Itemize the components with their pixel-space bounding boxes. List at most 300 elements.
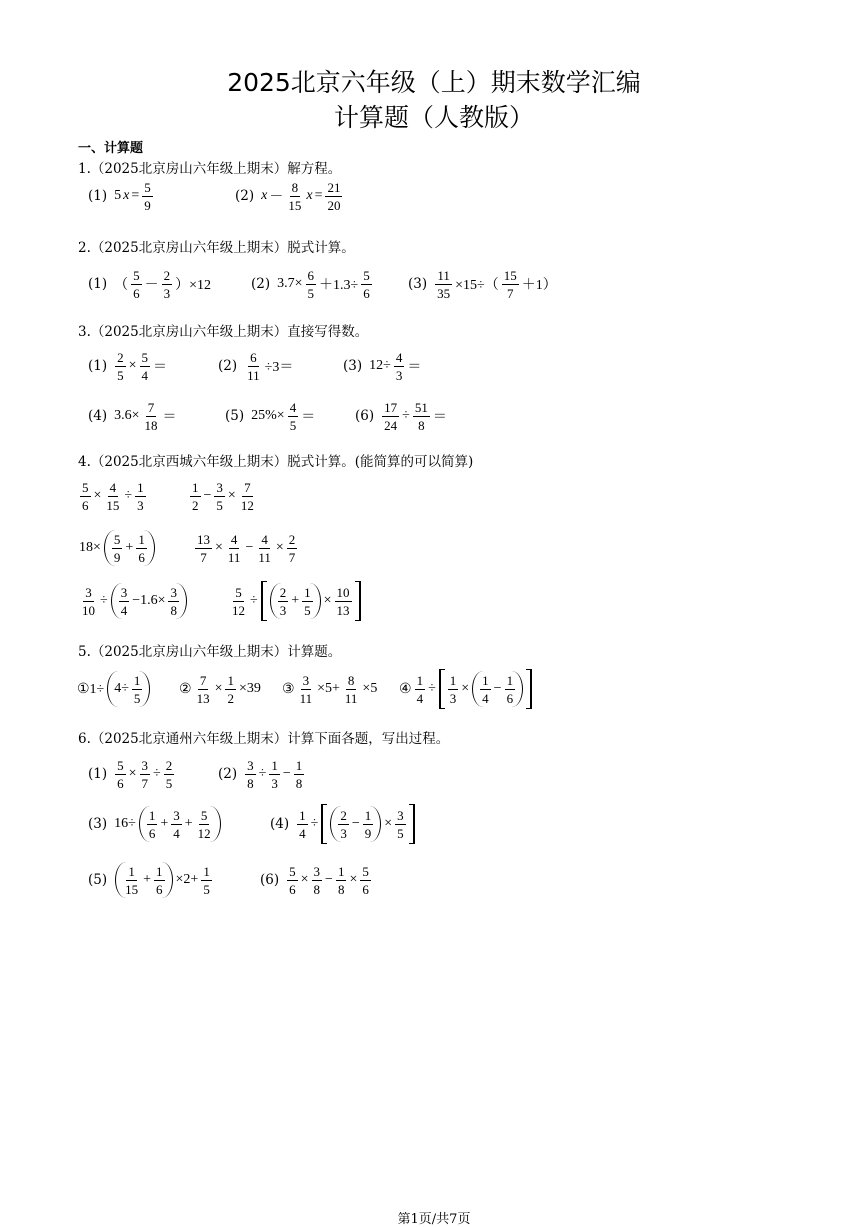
fraction bbox=[168, 585, 179, 618]
fraction-denominator: 3 bbox=[449, 690, 457, 706]
expression-item bbox=[88, 264, 212, 304]
item-label: (6) bbox=[260, 872, 280, 888]
item-label: (3) bbox=[408, 276, 428, 292]
fraction bbox=[312, 864, 323, 897]
math-text: × bbox=[215, 540, 223, 555]
fraction-numerator: 1 bbox=[304, 584, 311, 600]
math-text: − bbox=[203, 488, 212, 503]
page-footer: 第1页/共7页 bbox=[397, 1212, 471, 1227]
fraction bbox=[112, 532, 123, 565]
math-text: × bbox=[461, 681, 470, 696]
fraction-numerator: 5 bbox=[141, 349, 149, 365]
item-label: (6) bbox=[355, 408, 375, 424]
fraction-denominator: 5 bbox=[203, 881, 210, 897]
expression-item bbox=[88, 346, 168, 386]
fraction-denominator: 8 bbox=[418, 417, 425, 433]
fraction-numerator: 1 bbox=[156, 863, 163, 879]
fraction-denominator: 6 bbox=[117, 775, 124, 791]
fraction-denominator: 3 bbox=[137, 497, 144, 513]
fraction-denominator: 15 bbox=[106, 497, 120, 513]
fraction-numerator: 5 bbox=[133, 267, 140, 283]
fraction-denominator: 6 bbox=[363, 285, 370, 301]
fraction bbox=[196, 808, 213, 841]
fraction bbox=[162, 268, 173, 301]
math-text: − bbox=[325, 872, 333, 887]
question-2-prompt: 2.（2025北京房山六年级上期末）脱式计算。 bbox=[78, 240, 355, 256]
fraction-numerator: 4 bbox=[289, 399, 297, 415]
fraction-denominator: 5 bbox=[304, 602, 311, 618]
fraction-denominator: 8 bbox=[247, 775, 254, 791]
fraction-denominator: 20 bbox=[327, 197, 341, 213]
fraction-denominator: 7 bbox=[141, 775, 149, 791]
fraction bbox=[104, 480, 121, 513]
fraction-denominator: 4 bbox=[173, 825, 180, 841]
fraction-numerator: 2 bbox=[279, 584, 287, 600]
fraction-numerator: 7 bbox=[147, 399, 155, 415]
page-title-line1: 2025北京六年级（上）期末数学汇编 bbox=[227, 68, 641, 97]
expression-item bbox=[88, 804, 223, 844]
math-text: × bbox=[128, 358, 137, 373]
expression-item bbox=[260, 860, 373, 900]
fraction bbox=[245, 350, 262, 383]
parenthesis-group bbox=[472, 671, 523, 707]
fraction bbox=[415, 673, 426, 706]
fraction bbox=[297, 808, 308, 841]
fraction-denominator: 12 bbox=[197, 825, 211, 841]
math-text: ＝ bbox=[153, 360, 168, 375]
parenthesis-group bbox=[330, 806, 381, 842]
fraction-numerator: 1 bbox=[506, 672, 514, 688]
section-heading: 一、计算题 bbox=[78, 141, 144, 156]
fraction-denominator: 8 bbox=[295, 775, 303, 791]
expression-item bbox=[88, 396, 178, 436]
math-text: ÷3＝ bbox=[264, 360, 294, 375]
fraction bbox=[154, 864, 165, 897]
fraction bbox=[361, 268, 372, 301]
fraction bbox=[294, 758, 305, 791]
fraction bbox=[245, 758, 256, 791]
expression-item bbox=[398, 669, 534, 709]
fraction-denominator: 4 bbox=[416, 690, 424, 706]
fraction-numerator: 21 bbox=[327, 179, 341, 195]
fraction bbox=[190, 480, 201, 513]
fraction-denominator: 7 bbox=[506, 285, 514, 301]
fraction-numerator: 2 bbox=[340, 807, 347, 823]
parenthesis-group bbox=[104, 530, 155, 566]
fraction bbox=[80, 480, 91, 513]
fraction-denominator: 12 bbox=[240, 497, 254, 513]
math-text: × bbox=[93, 488, 102, 503]
fraction-denominator: 9 bbox=[144, 197, 151, 213]
fraction-numerator: 1 bbox=[128, 863, 135, 879]
fraction bbox=[239, 480, 256, 513]
fraction-numerator: 6 bbox=[307, 267, 315, 283]
fraction-denominator: 13 bbox=[196, 690, 210, 706]
fraction-denominator: 8 bbox=[313, 881, 321, 897]
math-variable: x bbox=[261, 188, 268, 203]
fraction-denominator: 6 bbox=[148, 825, 156, 841]
expression-item bbox=[78, 476, 148, 516]
item-label: (5) bbox=[88, 872, 108, 888]
math-text: 4÷ bbox=[114, 681, 129, 696]
fraction-numerator: 1 bbox=[137, 479, 144, 495]
fraction bbox=[140, 350, 151, 383]
fraction-denominator: 6 bbox=[82, 497, 89, 513]
math-text: + bbox=[160, 816, 169, 831]
fraction-denominator: 6 bbox=[156, 881, 163, 897]
fraction bbox=[448, 673, 459, 706]
item-label: (1) bbox=[88, 358, 108, 374]
fraction-denominator: 6 bbox=[138, 549, 145, 565]
math-text: ×5 bbox=[362, 681, 378, 696]
fraction-numerator: 1 bbox=[299, 807, 306, 823]
fraction bbox=[288, 400, 299, 433]
fraction-numerator: 2 bbox=[163, 267, 171, 283]
fraction bbox=[287, 864, 298, 897]
expression-item bbox=[251, 264, 374, 304]
math-text: ）×12 bbox=[175, 278, 212, 293]
fraction bbox=[230, 585, 247, 618]
item-label: (2) bbox=[251, 276, 271, 292]
fraction bbox=[164, 758, 175, 791]
fraction-denominator: 6 bbox=[289, 881, 296, 897]
expression-item bbox=[235, 176, 344, 216]
fraction bbox=[505, 673, 516, 706]
expression-item bbox=[88, 176, 155, 216]
math-text: + bbox=[291, 593, 300, 608]
item-label: (2) bbox=[218, 358, 238, 374]
fraction-denominator: 5 bbox=[165, 775, 173, 791]
math-text: ÷ bbox=[428, 681, 436, 696]
math-text: − bbox=[245, 540, 254, 555]
math-text: = bbox=[131, 188, 140, 203]
fraction bbox=[131, 268, 142, 301]
math-text: ＝ bbox=[432, 410, 447, 425]
fraction bbox=[269, 758, 280, 791]
fraction bbox=[171, 808, 182, 841]
fraction-numerator: 51 bbox=[414, 399, 428, 415]
fraction-denominator: 7 bbox=[200, 549, 207, 565]
item-label: (4) bbox=[88, 408, 108, 424]
math-text: × bbox=[227, 488, 236, 503]
fraction-numerator: 5 bbox=[289, 863, 296, 879]
bracket-group bbox=[439, 669, 532, 709]
fraction-denominator: 8 bbox=[170, 602, 177, 618]
math-text: + bbox=[184, 816, 193, 831]
math-text: × bbox=[349, 872, 358, 887]
fraction bbox=[119, 585, 130, 618]
math-text: ＋1.3÷ bbox=[319, 278, 359, 293]
fraction-denominator: 15 bbox=[125, 881, 139, 897]
math-text: 5 bbox=[114, 188, 122, 203]
fraction bbox=[302, 585, 313, 618]
expression-item bbox=[270, 804, 417, 844]
math-text: − bbox=[351, 816, 360, 831]
item-label: (2) bbox=[218, 766, 238, 782]
fraction bbox=[287, 532, 298, 565]
fraction bbox=[394, 350, 405, 383]
fraction-denominator: 9 bbox=[113, 549, 121, 565]
math-text: 18× bbox=[79, 540, 101, 555]
fraction-numerator: 5 bbox=[200, 807, 208, 823]
fraction-numerator: 4 bbox=[395, 349, 403, 365]
fraction-denominator: 5 bbox=[216, 497, 223, 513]
fraction-numerator: 7 bbox=[199, 672, 207, 688]
fraction bbox=[298, 673, 315, 706]
expression-item bbox=[355, 396, 448, 436]
expression-item bbox=[76, 669, 152, 709]
fraction-numerator: 1 bbox=[192, 479, 199, 495]
fraction-numerator: 1 bbox=[133, 672, 141, 688]
fraction bbox=[382, 400, 399, 433]
math-text: ÷ bbox=[124, 488, 133, 503]
expression-item bbox=[343, 346, 422, 386]
fraction bbox=[142, 180, 153, 213]
question-1-prompt: 1.（2025北京房山六年级上期末）解方程。 bbox=[78, 161, 342, 177]
fraction bbox=[195, 673, 212, 706]
fraction-numerator: 3 bbox=[313, 863, 321, 879]
fraction-numerator: 8 bbox=[291, 179, 299, 195]
math-text: ② bbox=[179, 681, 192, 697]
math-text: + bbox=[125, 540, 134, 555]
fraction-numerator: 3 bbox=[173, 807, 180, 823]
fraction bbox=[286, 180, 303, 213]
fraction-denominator: 5 bbox=[307, 285, 315, 301]
fraction-numerator: 5 bbox=[362, 863, 369, 879]
math-text: 3.7× bbox=[277, 276, 303, 291]
fraction-numerator: 1 bbox=[227, 672, 234, 688]
fraction-numerator: 1 bbox=[482, 672, 489, 688]
math-text: ÷ bbox=[153, 766, 161, 781]
fraction-denominator: 11 bbox=[227, 549, 241, 565]
fraction-numerator: 5 bbox=[82, 479, 89, 495]
fraction bbox=[226, 532, 243, 565]
fraction-numerator: 3 bbox=[216, 479, 223, 495]
fraction-numerator: 5 bbox=[113, 531, 121, 547]
parenthesis-group bbox=[115, 862, 172, 898]
math-text: ÷ bbox=[402, 408, 410, 423]
fraction-numerator: 8 bbox=[347, 672, 355, 688]
fraction-denominator: 6 bbox=[506, 690, 514, 706]
item-label: (1) bbox=[88, 276, 108, 292]
math-text: ＝ bbox=[407, 360, 422, 375]
expression-item bbox=[225, 396, 316, 436]
math-text: + bbox=[143, 872, 152, 887]
fraction-numerator: 3 bbox=[247, 757, 254, 773]
fraction bbox=[335, 585, 352, 618]
math-text: － bbox=[144, 278, 159, 293]
fraction-numerator: 1 bbox=[203, 863, 210, 879]
fraction-denominator: 4 bbox=[299, 825, 306, 841]
math-text: ÷ bbox=[250, 593, 258, 608]
math-variable: x bbox=[123, 188, 130, 203]
expression-item bbox=[218, 754, 306, 794]
item-label: (3) bbox=[88, 816, 108, 832]
fraction bbox=[338, 808, 349, 841]
math-text: ×2+ bbox=[175, 872, 199, 887]
fraction-denominator: 15 bbox=[288, 197, 302, 213]
fraction bbox=[80, 585, 97, 618]
math-text: ④ bbox=[399, 681, 412, 697]
expression-item bbox=[408, 264, 558, 304]
fraction-denominator: 5 bbox=[117, 367, 124, 383]
fraction-numerator: 2 bbox=[288, 531, 296, 547]
fraction-denominator: 2 bbox=[227, 690, 234, 706]
fraction bbox=[325, 180, 342, 213]
expression-item bbox=[188, 476, 258, 516]
fraction-numerator: 3 bbox=[120, 584, 128, 600]
math-text: ÷ bbox=[258, 766, 267, 781]
parenthesis-group bbox=[107, 671, 150, 707]
math-text: −1.6× bbox=[132, 593, 166, 608]
fraction-numerator: 1 bbox=[295, 757, 303, 773]
fraction-numerator: 5 bbox=[235, 584, 242, 600]
fraction-numerator: 1 bbox=[416, 672, 424, 688]
fraction-denominator: 11 bbox=[344, 690, 358, 706]
fraction-denominator: 6 bbox=[362, 881, 369, 897]
fraction bbox=[480, 673, 491, 706]
fraction-numerator: 13 bbox=[197, 531, 210, 547]
question-4-prompt: 4.（2025北京西城六年级上期末）脱式计算。(能简算的可以简算) bbox=[78, 454, 474, 470]
math-text: ÷ bbox=[100, 593, 108, 608]
fraction bbox=[140, 758, 151, 791]
fraction-numerator: 4 bbox=[261, 531, 268, 547]
math-variable: x bbox=[306, 188, 313, 203]
math-text: （ bbox=[114, 278, 129, 293]
fraction-numerator: 3 bbox=[170, 584, 177, 600]
item-label: (3) bbox=[343, 358, 363, 374]
question-3-prompt: 3.（2025北京房山六年级上期末）直接写得数。 bbox=[78, 324, 369, 340]
math-text: = bbox=[314, 188, 323, 203]
fraction-numerator: 2 bbox=[165, 757, 173, 773]
item-label: (1) bbox=[88, 188, 108, 204]
math-text: 25%× bbox=[251, 408, 285, 423]
math-text: × bbox=[300, 872, 309, 887]
math-text: ×15÷（ bbox=[455, 278, 499, 293]
fraction-numerator: 4 bbox=[109, 479, 117, 495]
fraction-numerator: 6 bbox=[250, 349, 257, 365]
fraction-denominator: 3 bbox=[271, 775, 278, 791]
fraction-denominator: 11 bbox=[299, 690, 313, 706]
expression-item bbox=[88, 860, 214, 900]
math-text: × bbox=[384, 816, 393, 831]
bracket-group bbox=[321, 804, 414, 844]
question-5-prompt: 5.（2025北京房山六年级上期末）计算题。 bbox=[78, 644, 342, 660]
math-text: × bbox=[275, 540, 284, 555]
fraction-denominator: 3 bbox=[340, 825, 347, 841]
expression-item bbox=[218, 346, 294, 386]
fraction bbox=[502, 268, 519, 301]
fraction-numerator: 3 bbox=[141, 757, 149, 773]
fraction bbox=[413, 400, 430, 433]
math-text: － bbox=[269, 190, 284, 205]
question-6-prompt: 6.（2025北京通州六年级上期末）计算下面各题，写出过程。 bbox=[78, 731, 450, 747]
fraction bbox=[115, 758, 126, 791]
fraction bbox=[123, 864, 140, 897]
fraction-numerator: 1 bbox=[148, 807, 156, 823]
fraction-numerator: 17 bbox=[384, 399, 398, 415]
fraction-denominator: 12 bbox=[232, 602, 245, 618]
fraction bbox=[201, 864, 212, 897]
fraction bbox=[132, 673, 143, 706]
fraction-denominator: 3 bbox=[279, 602, 287, 618]
fraction bbox=[343, 673, 360, 706]
fraction bbox=[395, 808, 406, 841]
math-text: ③ bbox=[282, 681, 295, 697]
fraction bbox=[360, 864, 371, 897]
fraction-numerator: 1 bbox=[337, 863, 345, 879]
fraction bbox=[214, 480, 225, 513]
fraction-denominator: 4 bbox=[120, 602, 128, 618]
fraction-denominator: 4 bbox=[482, 690, 489, 706]
page-title-line2: 计算题（人教版） bbox=[333, 103, 534, 132]
fraction-denominator: 3 bbox=[163, 285, 171, 301]
fraction bbox=[336, 864, 347, 897]
parenthesis-group bbox=[111, 583, 187, 619]
math-text: 3.6× bbox=[114, 408, 140, 423]
fraction-numerator: 1 bbox=[449, 672, 457, 688]
fraction-numerator: 11 bbox=[437, 267, 450, 283]
expression-item bbox=[78, 528, 157, 568]
expression-item bbox=[281, 669, 378, 709]
fraction bbox=[256, 532, 273, 565]
fraction bbox=[363, 808, 374, 841]
fraction-denominator: 7 bbox=[288, 549, 296, 565]
math-text: 16÷ bbox=[114, 816, 136, 831]
expression-item bbox=[88, 754, 176, 794]
fraction-numerator: 15 bbox=[503, 267, 517, 283]
math-text: × bbox=[214, 681, 223, 696]
fraction-numerator: 1 bbox=[364, 807, 372, 823]
fraction bbox=[136, 532, 147, 565]
fraction bbox=[115, 350, 126, 383]
math-text: ＝ bbox=[301, 410, 316, 425]
math-text: × bbox=[128, 766, 137, 781]
bracket-group bbox=[261, 581, 361, 621]
fraction-denominator: 3 bbox=[395, 367, 403, 383]
fraction-numerator: 7 bbox=[244, 479, 251, 495]
parenthesis-group bbox=[270, 583, 321, 619]
fraction bbox=[195, 532, 212, 565]
fraction-numerator: 3 bbox=[85, 584, 92, 600]
fraction-denominator: 10 bbox=[82, 602, 95, 618]
fraction-denominator: 8 bbox=[337, 881, 345, 897]
expression-item bbox=[178, 669, 262, 709]
math-text: ＋1） bbox=[521, 278, 557, 293]
fraction-denominator: 2 bbox=[192, 497, 199, 513]
fraction-denominator: 6 bbox=[133, 285, 140, 301]
math-text: × bbox=[323, 593, 332, 608]
fraction-numerator: 3 bbox=[302, 672, 310, 688]
fraction-numerator: 10 bbox=[336, 584, 350, 600]
expression-item bbox=[193, 528, 299, 568]
expression-item bbox=[78, 581, 189, 621]
fraction-numerator: 3 bbox=[397, 807, 404, 823]
item-label: (1) bbox=[88, 766, 108, 782]
fraction-numerator: 2 bbox=[117, 349, 124, 365]
math-text: 12÷ bbox=[369, 358, 391, 373]
fraction bbox=[278, 585, 289, 618]
fraction bbox=[306, 268, 317, 301]
fraction-denominator: 13 bbox=[336, 602, 350, 618]
fraction-denominator: 11 bbox=[247, 367, 260, 383]
item-label: (5) bbox=[225, 408, 245, 424]
math-text: ①1÷ bbox=[77, 681, 105, 697]
math-text: − bbox=[282, 766, 291, 781]
fraction-numerator: 5 bbox=[363, 267, 370, 283]
item-label: (2) bbox=[235, 188, 255, 204]
math-text: ×5+ bbox=[317, 681, 340, 696]
